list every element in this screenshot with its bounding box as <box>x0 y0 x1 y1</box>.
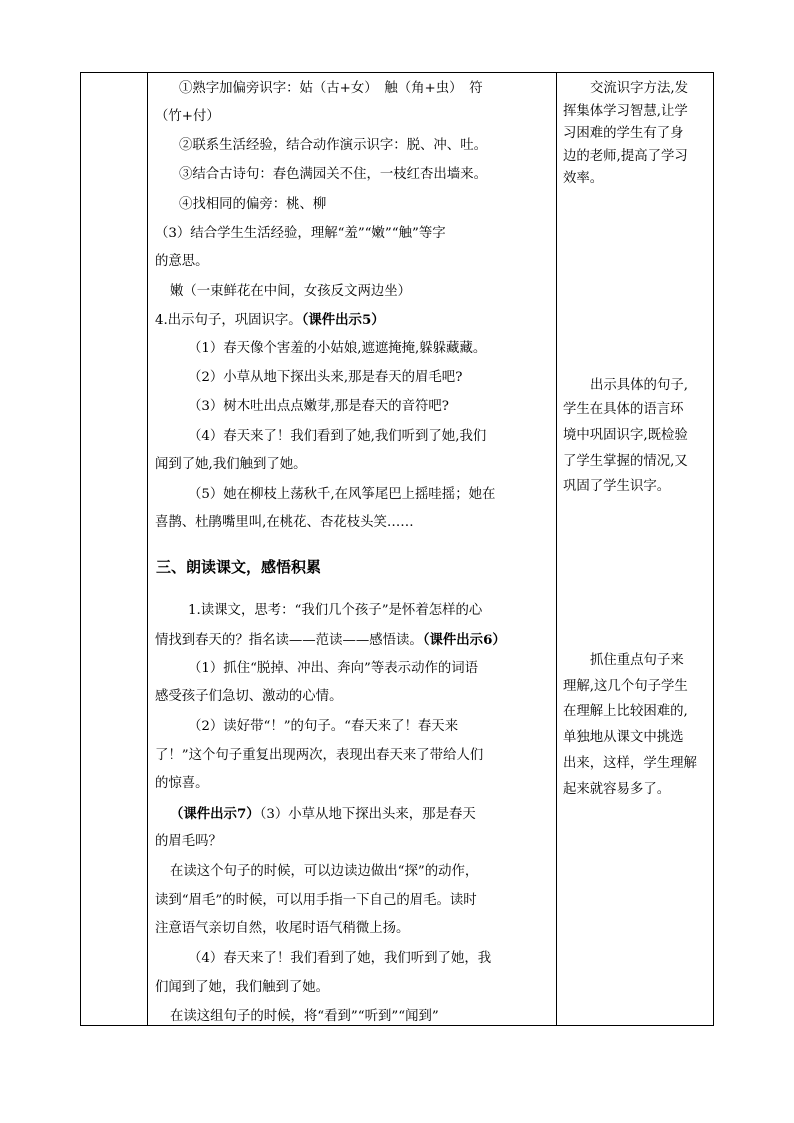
text-segment: （1）春天像个害羞的小姑娘,遮遮掩掩,躲躲藏藏。 <box>188 341 487 356</box>
text-line <box>148 716 556 738</box>
text-line <box>148 106 556 128</box>
text-segment: 1.读课文，思考：“我们几个孩子”是怀着怎样的心 <box>188 603 483 618</box>
side-text-line: 抓住重点句子来 <box>590 653 684 668</box>
text-segment: （2）小草从地下探出头来,那是春天的眉毛吧? <box>188 370 463 385</box>
side-text-line: 起来就容易多了。 <box>563 782 671 797</box>
text-line <box>148 454 556 476</box>
text-line <box>148 629 556 651</box>
text-segment: ③结合古诗句：春色满园关不住，一枝红杏出墙来。 <box>179 167 487 182</box>
side-text-line: 境中巩固识字,既检验 <box>563 428 688 443</box>
text-line <box>148 861 556 883</box>
text-line <box>148 135 556 157</box>
text-line <box>148 1006 556 1025</box>
text-line <box>148 309 556 331</box>
text-segment: 4.出示句子，巩固识字。 <box>155 313 302 328</box>
text-line <box>148 164 556 186</box>
text-segment: （3）结合学生生活经验，理解“羞”“嫩”“触”等字 <box>155 226 446 241</box>
side-text-line: 理解,这几个句子学生 <box>563 679 688 694</box>
text-line <box>148 223 556 245</box>
text-segment: （课件出示7） <box>170 806 260 822</box>
text-line <box>148 251 556 273</box>
text-segment: （5）她在柳枝上荡秋千,在风筝尾巴上摇哇摇；她在 <box>188 487 496 502</box>
text-segment: 在读这个句子的时候，可以边读边做出“探”的动作， <box>170 864 479 879</box>
text-segment: 嫩（一束鲜花在中间，女孩反文两边坐） <box>170 284 412 299</box>
side-text-line: 巩固了学生识字。 <box>563 479 671 494</box>
text-line <box>148 281 556 303</box>
text-segment: ①熟字加偏旁识字：姑（古+女） 触（角+虫） 符 <box>179 81 483 96</box>
text-segment: ②联系生活经验，结合动作演示识字：脱、冲、吐。 <box>179 138 487 153</box>
text-segment: （4）春天来了！我们看到了她，我们听到了她，我 <box>188 951 492 966</box>
text-segment: 三、朗读课文，感悟积累 <box>156 558 322 576</box>
side-text-line: 在理解上比较困难的, <box>563 704 688 719</box>
side-text-line: 交流识字方法,发 <box>590 81 688 96</box>
lesson-table <box>80 72 714 1026</box>
text-segment: ④找相同的偏旁：桃、柳 <box>179 197 327 212</box>
text-line <box>148 890 556 912</box>
text-line <box>148 686 556 708</box>
text-line <box>148 426 556 448</box>
teaching-process-column <box>148 73 556 1025</box>
side-text-line: 挥集体学习智慧,让学 <box>563 104 688 119</box>
text-segment: 感受孩子们急切、激动的心情。 <box>155 689 343 704</box>
text-line <box>148 977 556 999</box>
text-segment: 的眉毛吗？ <box>155 834 222 849</box>
text-line <box>148 831 556 853</box>
text-segment: （3）小草从地下探出头来，那是春天 <box>259 807 476 822</box>
text-segment: （2）读好带“！”的句子。“春天来了！春天来 <box>188 719 459 734</box>
side-text-line: 了学生掌握的情况,又 <box>563 454 688 469</box>
text-segment: （3）树木吐出点点嫩芽,那是春天的音符吧? <box>188 399 449 414</box>
text-segment: 喜鹊、杜鹃嘴里叫,在桃花、杏花枝头笑…… <box>155 515 414 530</box>
text-segment: 注意语气亲切自然，收尾时语气稍微上扬。 <box>155 921 410 936</box>
text-line <box>148 78 556 100</box>
design-intent-column <box>557 73 713 1025</box>
section-heading <box>148 556 556 578</box>
text-line <box>148 484 556 506</box>
text-segment: 的意思。 <box>155 254 209 269</box>
text-segment: 了！”这个句子重复出现两次，表现出春天来了带给人们 <box>155 748 484 763</box>
text-line <box>148 367 556 389</box>
text-segment: 在读这组句子的时候，将“看到”“听到”“闻到” <box>170 1009 439 1024</box>
text-line <box>148 773 556 795</box>
text-line <box>148 803 556 825</box>
text-segment: （课件出示6） <box>422 632 506 648</box>
text-line <box>148 600 556 622</box>
text-line <box>148 396 556 418</box>
side-text-line: 习困难的学生有了身 <box>563 126 684 141</box>
text-line <box>148 512 556 534</box>
text-segment: 的惊喜。 <box>155 776 209 791</box>
text-segment: （课件出示5） <box>301 312 385 328</box>
side-text-line: 出示具体的句子, <box>590 378 688 393</box>
side-text-line: 单独地从课文中挑选 <box>563 730 684 745</box>
side-text-line: 边的老师,提高了学习 <box>563 149 688 164</box>
text-line <box>148 658 556 680</box>
side-text-line: 学生在具体的语言环 <box>563 402 684 417</box>
side-text-line: 效率。 <box>563 171 604 186</box>
side-text-line: 出来，这样，学生理解 <box>563 756 697 771</box>
text-segment: （竹+付） <box>155 109 220 124</box>
text-line <box>148 194 556 216</box>
text-line <box>148 338 556 360</box>
text-segment: 情找到春天的？指名读——范读——感悟读。 <box>155 633 423 648</box>
text-line <box>148 745 556 767</box>
text-segment: 们闻到了她，我们触到了她。 <box>155 980 330 995</box>
text-segment: （1）抓住“脱掉、冲出、奔向”等表示动作的词语 <box>188 661 479 676</box>
text-line <box>148 918 556 940</box>
text-line <box>148 948 556 970</box>
text-segment: 闻到了她,我们触到了她。 <box>155 457 307 472</box>
text-segment: 读到“眉毛”的时候，可以用手指一下自己的眉毛。读时 <box>155 893 477 908</box>
text-segment: （4）春天来了！我们看到了她,我们听到了她,我们 <box>188 429 487 444</box>
